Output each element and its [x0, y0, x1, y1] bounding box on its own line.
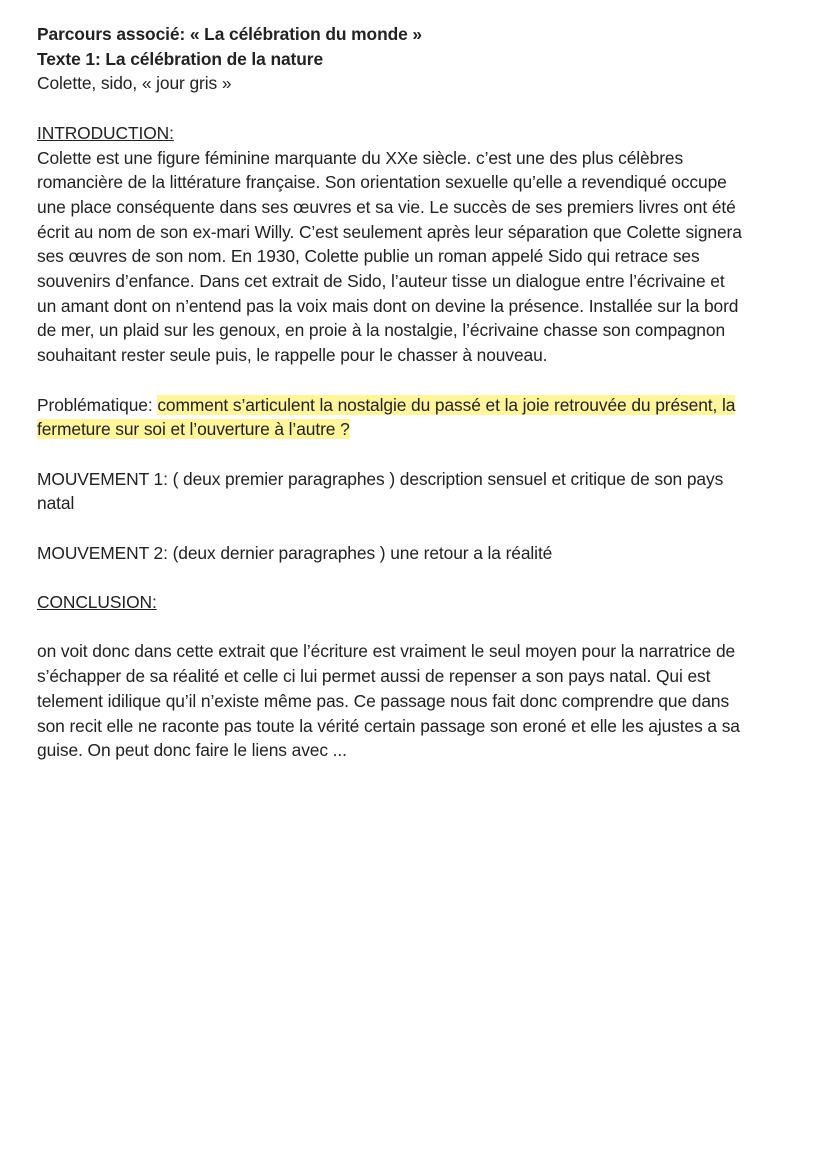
- introduction-line: une place conséquente dans ses œuvres et sa vie. Le succès de ses premiers livres ont été: [37, 196, 736, 217]
- spacer: [37, 516, 797, 541]
- mouvement-1-line: MOUVEMENT 1: ( deux premier paragraphes ) description sensuel et critique de son pays: [37, 468, 724, 489]
- introduction-line: un amant dont on n’entend pas la voix mais dont on devine la présence. Installée sur la bord: [37, 295, 739, 316]
- conclusion-line: on voit donc dans cette extrait que l’écriture est vraiment le seul moyen pour la narratrice de: [37, 641, 736, 662]
- conclusion-line: son recit elle ne raconte pas toute la vérité certain passage son eroné et elle les ajustes a sa: [37, 715, 740, 736]
- conclusion-line: s’échapper de sa réalité et celle ci lui permet aussi de repenser a son pays natal. Qui est: [37, 666, 711, 687]
- document-page: [37, 22, 797, 763]
- spacer: [37, 615, 797, 640]
- introduction-line: romancière de la littérature française. Son orientation sexuelle qu’elle a revendiqué occupe: [37, 172, 727, 193]
- conclusion-line: guise. On peut donc faire le liens avec ...: [37, 740, 347, 761]
- problematique-highlight: fermeture sur soi et l’ouverture à l’autre ?: [37, 419, 350, 440]
- problematique-highlight: comment s’articulent la nostalgie du passé et la joie retrouvée du présent, la: [157, 394, 736, 415]
- mouvement-2-line: MOUVEMENT 2: (deux dernier paragraphes ) une retour a la réalité: [37, 542, 553, 563]
- texte-title: Texte 1: La célébration de la nature: [37, 48, 324, 69]
- problematique-line-1: [37, 393, 797, 418]
- spacer: [37, 442, 797, 467]
- introduction-line: ses œuvres de son nom. En 1930, Colette publie un roman appelé Sido qui retrace ses: [37, 246, 700, 267]
- introduction-line: écrit au nom de son ex-mari Willy. C’est seulement après leur séparation que Colette signera: [37, 221, 742, 242]
- introduction-line: Colette est une figure féminine marquante du XXe siècle. c’est une des plus célèbres: [37, 147, 684, 168]
- introduction-line: souvenirs d’enfance. Dans cet extrait de Sido, l’auteur tisse un dialogue entre l’écrivaine et: [37, 271, 725, 292]
- problematique-label: Problématique:: [37, 394, 158, 415]
- spacer: [37, 368, 797, 393]
- conclusion-line: telement idilique qu’il n’existe même pas. Ce passage nous fait donc comprendre que dans: [37, 690, 730, 711]
- introduction-line: souhaitant rester seule puis, le rappelle pour le chasser à nouveau.: [37, 345, 548, 366]
- source-line: Colette, sido, « jour gris »: [37, 73, 232, 94]
- mouvement-1-line: natal: [37, 493, 75, 514]
- spacer: [37, 565, 797, 590]
- introduction-line: de mer, un plaid sur les genoux, en proie à la nostalgie, l’écrivaine chasse son compagnon: [37, 320, 726, 341]
- problematique-line-2: [37, 417, 797, 442]
- conclusion-heading: CONCLUSION:: [37, 592, 157, 613]
- introduction-heading: INTRODUCTION:: [37, 122, 174, 143]
- parcours-title: Parcours associé: « La célébration du monde »: [37, 24, 422, 44]
- spacer: [37, 96, 797, 121]
